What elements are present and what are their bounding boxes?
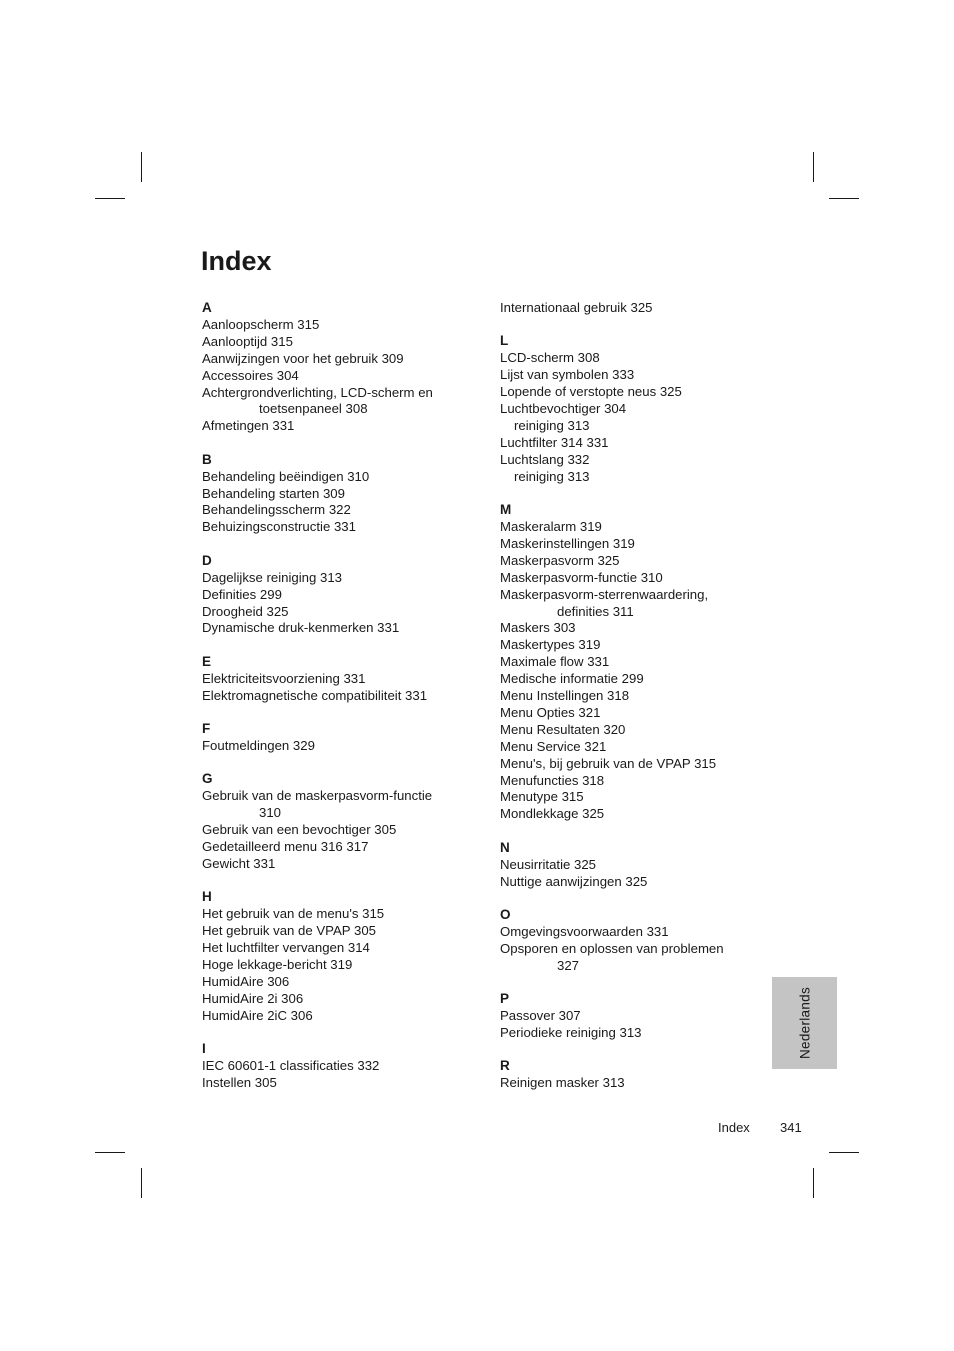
index-letter-heading: D [202,552,212,568]
index-letter-heading: L [500,333,509,349]
index-entry: definities 311 [557,603,634,619]
index-entry: Menu's, bij gebruik van de VPAP 315 [500,755,717,771]
index-entry: Gebruik van de maskerpasvorm-functie [202,788,433,804]
page-title: Index [201,246,272,276]
index-entry: HumidAire 306 [202,973,290,989]
index-entry: reiniging 313 [514,468,590,484]
index-letter-heading: B [202,451,212,467]
index-entry: Definities 299 [202,586,282,602]
index-entry: Achtergrondverlichting, LCD-scherm en [202,384,433,400]
index-letter-heading: O [500,907,511,922]
index-entry: Het gebruik van de VPAP 305 [202,923,376,939]
language-tab-label: Nederlands [797,986,812,1060]
index-letter-heading: R [500,1058,510,1074]
index-entry: Behandeling beëindigen 310 [202,468,370,484]
index-entry: Droogheid 325 [202,603,289,619]
index-entry: Maskerpasvorm 325 [500,552,620,568]
index-group [202,889,472,1024]
index-letter-heading: G [202,771,213,787]
index-entry: Het gebruik van de menu's 315 [202,906,385,922]
index-group [500,907,760,975]
crop-mark [813,152,814,182]
index-letter-heading: P [500,991,510,1007]
index-entry: 327 [557,957,580,973]
index-entry: Medische informatie 299 [500,671,644,687]
index-entry: toetsenpaneel 308 [259,401,368,417]
index-entry: IEC 60601-1 classificaties 332 [202,1057,380,1073]
index-entry: Dagelijkse reiniging 313 [202,569,343,585]
index-entry: Instellen 305 [202,1074,277,1090]
index-entry: Afmetingen 331 [202,418,295,434]
index-entry: Elektromagnetische compatibiliteit 331 [202,687,428,703]
index-entry: Dynamische druk-kenmerken 331 [202,620,400,636]
index-entry: LCD-scherm 308 [500,350,600,366]
index-letter-heading: E [202,653,212,669]
index-entry: Menu Instellingen 318 [500,688,630,704]
index-group [500,300,760,317]
index-entry: Maskertypes 319 [500,637,601,653]
index-entry: HumidAire 2i 306 [202,990,304,1006]
index-letter-heading: N [500,839,510,855]
index-entry: Nuttige aanwijzingen 325 [500,873,648,889]
index-entry: Aanloopscherm 315 [202,316,320,332]
crop-mark [829,198,859,199]
crop-mark [95,1152,125,1153]
index-letter-heading: H [202,889,212,905]
index-entry: Luchtfilter 314 331 [500,434,609,450]
index-entry: Luchtbevochtiger 304 [500,401,627,417]
index-entry: Menufuncties 318 [500,772,605,788]
index-entry: Internationaal gebruik 325 [500,300,653,315]
index-group [500,991,760,1042]
index-group [202,452,472,537]
index-group [202,721,472,755]
index-letter-heading: F [202,721,211,737]
index-group [202,1041,472,1092]
index-entry: Maskers 303 [500,620,576,636]
index-entry: Reinigen masker 313 [500,1075,625,1091]
index-entry: Opsporen en oplossen van problemen [500,940,724,956]
index-entry: Periodieke reiniging 313 [500,1024,642,1040]
index-entry: Aanwijzingen voor het gebruik 309 [202,350,404,366]
index-column-right [500,300,760,1109]
index-group [202,654,472,705]
index-entry: Menu Resultaten 320 [500,721,626,737]
index-entry: reiniging 313 [514,417,590,433]
index-entry: Behandeling starten 309 [202,485,345,501]
index-entry: Maskeralarm 319 [500,518,602,534]
index-entry: Maximale flow 331 [500,654,610,670]
index-column-left [202,300,472,1108]
index-entry: Maskerinstellingen 319 [500,535,635,551]
index-group [500,333,760,485]
index-entry: Menu Service 321 [500,738,607,754]
index-group [202,553,472,638]
index-entry: Omgevingsvoorwaarden 331 [500,923,669,939]
index-group [500,1058,760,1092]
crop-mark [829,1152,859,1153]
index-entry: Gewicht 331 [202,855,276,871]
page-number: 341 [780,1120,802,1135]
crop-mark [95,198,125,199]
index-letter-heading: I [202,1041,206,1057]
index-entry: Neusirritatie 325 [500,856,597,872]
index-entry: Accessoires 304 [202,367,299,383]
index-group [500,840,760,891]
index-entry: Behuizingsconstructie 331 [202,519,356,535]
index-entry: Elektriciteitsvoorziening 331 [202,670,366,686]
index-entry: Hoge lekkage-bericht 319 [202,956,353,972]
crop-mark [141,152,142,182]
index-entry: Lopende of verstopte neus 325 [500,384,682,400]
index-entry: Menu Opties 321 [500,704,601,720]
index-entry: Maskerpasvorm-sterrenwaardering, [500,586,709,602]
index-entry: Aanlooptijd 315 [202,333,293,349]
index-entry: Gedetailleerd menu 316 317 [202,838,369,854]
index-entry: 310 [259,805,282,821]
index-entry: Menutype 315 [500,789,584,805]
crop-mark [141,1168,142,1198]
index-entry: Behandelingsscherm 322 [202,502,351,518]
crop-mark [813,1168,814,1198]
index-group [202,300,472,435]
index-entry: Maskerpasvorm-functie 310 [500,569,663,585]
index-group [202,771,472,872]
language-tab [772,977,837,1069]
index-entry: HumidAire 2iC 306 [202,1007,313,1023]
index-entry: Passover 307 [500,1008,581,1024]
index-group [500,502,760,823]
index-letter-heading: M [500,502,512,518]
index-letter-heading: A [202,300,212,315]
index-entry: Gebruik van een bevochtiger 305 [202,822,397,838]
index-entry: Mondlekkage 325 [500,806,605,822]
footer-section-label: Index [718,1120,750,1135]
index-entry: Het luchtfilter vervangen 314 [202,940,370,955]
index-entry: Lijst van symbolen 333 [500,367,635,383]
index-entry: Foutmeldingen 329 [202,737,315,753]
index-entry: Luchtslang 332 [500,451,590,467]
